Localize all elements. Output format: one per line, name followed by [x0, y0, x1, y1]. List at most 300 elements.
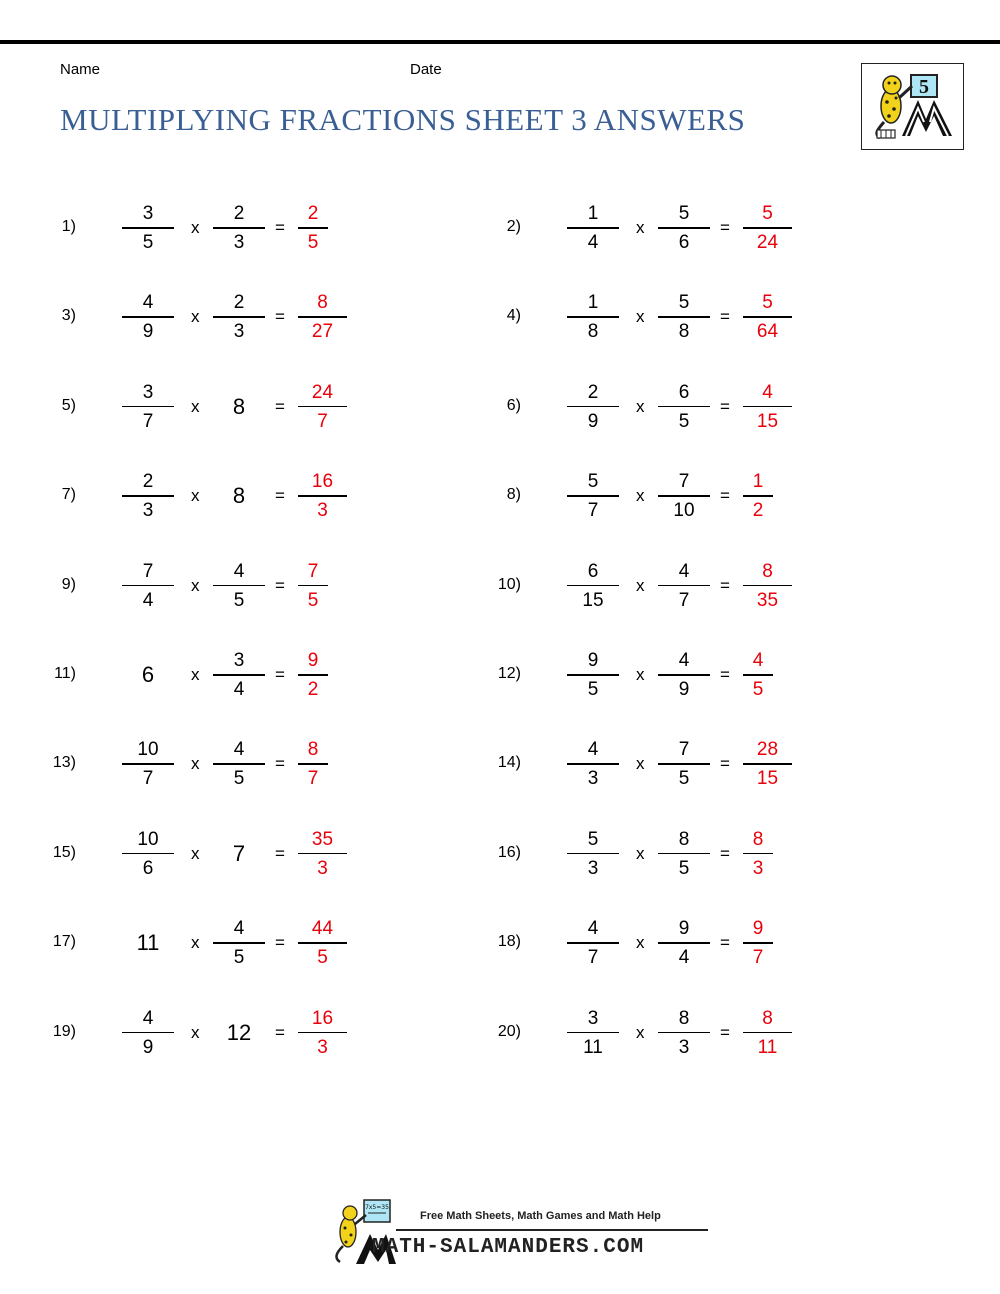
equals-sign: =	[720, 396, 730, 416]
answer-numerator: 9	[752, 918, 764, 940]
fraction	[122, 734, 174, 794]
problem-item	[475, 556, 855, 616]
answer-numerator: 4	[752, 650, 764, 671]
denominator: 9	[678, 679, 690, 700]
problem-number: 19)	[52, 1022, 76, 1040]
footer-rule	[396, 1229, 708, 1231]
denominator: 3	[678, 1036, 690, 1058]
problem-item	[30, 645, 410, 705]
answer-numerator: 8	[752, 828, 764, 850]
fraction	[567, 1003, 619, 1063]
fraction-bar	[213, 763, 265, 765]
answer-numerator: 4	[762, 381, 773, 403]
denominator: 4	[678, 947, 690, 969]
denominator: 8	[587, 321, 599, 343]
numerator: 2	[233, 203, 245, 224]
salamander-logo-icon	[862, 64, 963, 149]
numerator: 3	[142, 381, 154, 403]
answer-fraction	[298, 556, 328, 616]
numerator: 7	[678, 739, 690, 761]
fraction-bar	[122, 495, 174, 497]
logo-number: 5	[919, 76, 929, 98]
answer-denominator: 5	[307, 589, 319, 611]
fraction-bar	[298, 316, 347, 318]
answer-denominator: 7	[307, 768, 319, 790]
answer-fraction	[743, 1003, 792, 1063]
fraction-bar	[743, 316, 792, 318]
equals-sign: =	[720, 933, 730, 953]
answer-numerator: 5	[762, 203, 773, 224]
answer-denominator: 64	[756, 321, 779, 343]
numerator: 5	[678, 203, 690, 224]
denominator: 6	[678, 232, 690, 253]
numerator: 2	[587, 381, 599, 403]
fraction	[122, 198, 174, 258]
fraction-bar	[658, 227, 710, 229]
fraction	[213, 556, 265, 616]
problem-number: 1)	[61, 218, 76, 235]
fraction	[122, 1003, 174, 1063]
fraction-bar	[567, 853, 619, 855]
answer-fraction	[298, 198, 328, 258]
numerator: 2	[142, 471, 154, 493]
answer-fraction	[743, 913, 773, 973]
numerator: 9	[587, 650, 599, 671]
fraction	[567, 556, 619, 616]
times-sign: x	[191, 218, 200, 237]
equals-sign: =	[720, 486, 730, 506]
fraction-bar	[213, 316, 265, 318]
answer-fraction	[743, 466, 773, 526]
equals-sign: =	[275, 843, 285, 863]
equals-sign: =	[275, 933, 285, 953]
answer-numerator: 35	[311, 828, 334, 850]
denominator: 15	[582, 589, 604, 611]
fraction-bar	[122, 406, 174, 408]
answer-denominator: 3	[752, 857, 764, 879]
equals-sign: =	[275, 575, 285, 595]
answer-fraction	[298, 734, 328, 794]
fraction-bar	[567, 1032, 619, 1034]
times-sign: x	[636, 665, 645, 684]
fraction-bar	[298, 406, 347, 408]
numerator: 4	[587, 739, 599, 761]
answer-numerator: 16	[311, 471, 334, 493]
times-sign: x	[636, 1022, 645, 1042]
footer-brand: MATH-SALAMANDERS.COM	[372, 1236, 645, 1259]
denominator: 4	[142, 589, 154, 611]
problem-item	[30, 824, 410, 884]
denominator: 7	[142, 410, 154, 432]
answer-fraction	[743, 287, 792, 347]
numerator: 10	[137, 739, 159, 761]
denominator: 9	[142, 321, 154, 343]
problem-number: 5)	[61, 396, 76, 414]
numerator: 7	[678, 471, 690, 493]
numerator: 5	[678, 292, 690, 314]
numerator: 2	[233, 292, 245, 314]
numerator: 1	[587, 292, 599, 314]
answer-numerator: 2	[307, 203, 319, 224]
answer-fraction	[743, 824, 773, 884]
answer-numerator: 44	[311, 918, 334, 940]
whole-number: 6	[141, 662, 155, 687]
numerator: 3	[587, 1007, 599, 1029]
times-sign: x	[191, 307, 200, 327]
answer-denominator: 27	[311, 321, 334, 343]
problem-number: 3)	[61, 307, 76, 325]
numerator: 4	[587, 918, 599, 940]
problem-number: 10)	[497, 575, 521, 593]
fraction-bar	[743, 853, 773, 855]
answer-numerator: 5	[762, 292, 773, 314]
fraction-bar	[213, 585, 265, 587]
denominator: 5	[678, 410, 690, 432]
fraction	[567, 287, 619, 347]
times-sign: x	[636, 486, 645, 506]
answer-fraction	[298, 913, 347, 973]
times-sign: x	[636, 307, 645, 327]
numerator: 10	[137, 828, 159, 850]
answer-denominator: 7	[752, 947, 764, 969]
problem-number: 7)	[61, 486, 76, 504]
denominator: 9	[142, 1036, 154, 1058]
denominator: 5	[233, 768, 245, 790]
problem-number: 11)	[54, 665, 76, 682]
times-sign: x	[191, 1022, 200, 1042]
numerator: 6	[587, 560, 599, 582]
problem-item	[30, 198, 410, 258]
answer-fraction	[298, 645, 328, 705]
times-sign: x	[191, 486, 200, 506]
denominator: 3	[142, 500, 154, 522]
denominator: 6	[142, 857, 154, 879]
answer-denominator: 5	[752, 679, 764, 700]
answer-numerator: 24	[311, 381, 334, 403]
times-sign: x	[636, 754, 645, 774]
answer-denominator: 3	[317, 857, 328, 879]
fraction-bar	[743, 585, 792, 587]
equals-sign: =	[275, 396, 285, 416]
date-label: Date	[410, 61, 442, 78]
answer-denominator: 15	[756, 410, 779, 432]
numerator: 7	[142, 560, 154, 582]
equals-sign: =	[275, 307, 285, 327]
times-sign: x	[191, 933, 200, 953]
numerator: 4	[233, 918, 245, 940]
denominator: 7	[142, 768, 154, 790]
numerator: 4	[142, 292, 154, 314]
problem-number: 18)	[497, 933, 521, 951]
answer-denominator: 35	[756, 589, 779, 611]
fraction-bar	[567, 763, 619, 765]
answer-denominator: 3	[317, 500, 328, 522]
answer-denominator: 5	[317, 947, 328, 969]
denominator: 5	[233, 589, 245, 611]
denominator: 7	[587, 947, 599, 969]
fraction-bar	[658, 853, 710, 855]
times-sign: x	[191, 754, 200, 774]
fraction-bar	[122, 585, 174, 587]
problem-item	[475, 645, 855, 705]
fraction-bar	[743, 227, 792, 229]
numerator: 3	[142, 203, 154, 224]
problem-item	[30, 556, 410, 616]
denominator: 7	[587, 500, 599, 522]
denominator: 5	[678, 768, 690, 790]
equals-sign: =	[275, 1022, 285, 1042]
times-sign: x	[191, 843, 200, 863]
answer-denominator: 2	[307, 679, 319, 700]
whole-number: 11	[136, 930, 160, 956]
denominator: 4	[233, 679, 245, 700]
problem-item	[475, 824, 855, 884]
numerator: 3	[233, 650, 245, 671]
fraction	[658, 198, 710, 258]
denominator: 8	[678, 321, 690, 343]
fraction-bar	[743, 495, 773, 497]
equals-sign: =	[720, 665, 730, 684]
numerator: 5	[587, 471, 599, 493]
denominator: 3	[587, 768, 599, 790]
fraction-bar	[298, 763, 328, 765]
whole-number: 12	[226, 1019, 252, 1045]
denominator: 3	[587, 857, 599, 879]
problem-item	[30, 913, 410, 973]
answer-fraction	[298, 466, 347, 526]
answer-numerator: 28	[756, 739, 779, 761]
equals-sign: =	[275, 486, 285, 506]
answer-numerator: 9	[307, 650, 319, 671]
fraction-bar	[658, 406, 710, 408]
denominator: 5	[678, 857, 690, 879]
problem-item	[475, 913, 855, 973]
grade-logo	[861, 63, 964, 150]
times-sign: x	[191, 396, 200, 416]
denominator: 9	[587, 410, 599, 432]
problem-number: 13)	[52, 754, 76, 772]
fraction	[658, 913, 710, 973]
numerator: 4	[233, 739, 245, 761]
fraction	[122, 287, 174, 347]
footer-logo-text: 7x5=35	[365, 1204, 389, 1211]
fraction	[122, 824, 174, 884]
answer-denominator: 11	[757, 1036, 778, 1058]
fraction	[213, 198, 265, 258]
fraction-bar	[298, 942, 347, 944]
denominator: 3	[233, 321, 245, 343]
problem-number: 20)	[497, 1022, 521, 1040]
denominator: 7	[678, 589, 690, 611]
problem-item	[475, 1003, 855, 1063]
answer-numerator: 8	[762, 1007, 773, 1029]
problem-number: 14)	[497, 754, 521, 772]
whole-number: 8	[232, 393, 246, 419]
fraction-bar	[658, 495, 710, 497]
answer-denominator: 7	[317, 410, 328, 432]
fraction-bar	[213, 942, 265, 944]
problem-item	[30, 734, 410, 794]
denominator: 5	[233, 947, 245, 969]
numerator: 8	[678, 828, 690, 850]
fraction-bar	[122, 853, 174, 855]
problem-number: 4)	[506, 307, 521, 325]
fraction	[567, 824, 619, 884]
fraction-bar	[122, 316, 174, 318]
fraction	[658, 1003, 710, 1063]
whole-number: 8	[232, 483, 246, 509]
fraction-bar	[567, 227, 619, 229]
times-sign: x	[636, 933, 645, 953]
equals-sign: =	[720, 218, 730, 237]
fraction	[122, 377, 174, 437]
fraction-bar	[567, 942, 619, 944]
equals-sign: =	[720, 1022, 730, 1042]
denominator: 10	[673, 500, 695, 522]
fraction-bar	[298, 585, 328, 587]
problem-number: 2)	[506, 218, 521, 235]
numerator: 4	[233, 560, 245, 582]
answer-fraction	[743, 377, 792, 437]
fraction-bar	[743, 406, 792, 408]
top-rule	[0, 40, 1000, 44]
answer-fraction	[743, 198, 792, 258]
fraction-bar	[658, 1032, 710, 1034]
problem-number: 8)	[506, 486, 521, 504]
denominator: 11	[583, 1036, 603, 1058]
fraction-bar	[122, 763, 174, 765]
numerator: 5	[587, 828, 599, 850]
page-title: MULTIPLYING FRACTIONS SHEET 3 ANSWERS	[60, 102, 746, 137]
numerator: 1	[587, 203, 599, 224]
answer-denominator: 15	[756, 768, 779, 790]
equals-sign: =	[720, 754, 730, 774]
problem-number: 12)	[497, 665, 521, 682]
problem-item	[30, 377, 410, 437]
numerator: 4	[678, 650, 690, 671]
problem-number: 6)	[506, 396, 521, 414]
fraction-bar	[567, 674, 619, 676]
whole-number: 7	[232, 840, 246, 866]
fraction	[567, 913, 619, 973]
times-sign: x	[191, 575, 200, 595]
answer-denominator: 3	[317, 1036, 328, 1058]
fraction	[658, 824, 710, 884]
fraction	[122, 466, 174, 526]
equals-sign: =	[720, 575, 730, 595]
fraction-bar	[298, 674, 328, 676]
fraction-bar	[213, 227, 265, 229]
fraction-bar	[567, 406, 619, 408]
answer-fraction	[743, 556, 792, 616]
equals-sign: =	[275, 754, 285, 774]
answer-denominator: 24	[756, 232, 779, 253]
fraction	[213, 734, 265, 794]
answer-numerator: 7	[307, 560, 319, 582]
fraction-bar	[213, 674, 265, 676]
numerator: 8	[678, 1007, 690, 1029]
fraction-bar	[122, 1032, 174, 1034]
problem-item	[475, 287, 855, 347]
fraction-bar	[743, 763, 792, 765]
times-sign: x	[636, 396, 645, 416]
fraction	[658, 466, 710, 526]
fraction	[658, 556, 710, 616]
equals-sign: =	[275, 665, 285, 684]
answer-fraction	[298, 287, 347, 347]
fraction-bar	[567, 495, 619, 497]
fraction-bar	[658, 763, 710, 765]
fraction	[567, 466, 619, 526]
fraction-bar	[743, 1032, 792, 1034]
answer-numerator: 8	[317, 292, 328, 314]
fraction	[567, 198, 619, 258]
denominator: 5	[587, 679, 599, 700]
denominator: 3	[233, 232, 245, 253]
answer-numerator: 8	[307, 739, 319, 761]
problem-item	[30, 287, 410, 347]
problem-item	[475, 198, 855, 258]
fraction-bar	[298, 227, 328, 229]
answer-fraction	[298, 1003, 347, 1063]
answer-denominator: 5	[307, 232, 319, 253]
fraction	[658, 734, 710, 794]
equals-sign: =	[720, 843, 730, 863]
footer-tagline: Free Math Sheets, Math Games and Math Help	[420, 1210, 661, 1222]
fraction-bar	[567, 585, 619, 587]
equals-sign: =	[720, 307, 730, 327]
fraction-bar	[743, 674, 773, 676]
answer-denominator: 2	[752, 500, 764, 522]
problem-number: 9)	[61, 575, 76, 593]
fraction-bar	[567, 316, 619, 318]
name-label: Name	[60, 61, 101, 78]
fraction	[213, 645, 265, 705]
fraction	[658, 287, 710, 347]
denominator: 4	[587, 232, 599, 253]
fraction-bar	[658, 585, 710, 587]
answer-fraction	[743, 645, 773, 705]
numerator: 4	[678, 560, 690, 582]
answer-fraction	[298, 824, 347, 884]
fraction-bar	[743, 942, 773, 944]
problem-item	[475, 466, 855, 526]
problem-item	[30, 466, 410, 526]
fraction-bar	[658, 942, 710, 944]
fraction-bar	[298, 495, 347, 497]
answer-fraction	[298, 377, 347, 437]
numerator: 9	[678, 918, 690, 940]
times-sign: x	[636, 218, 645, 237]
numerator: 4	[142, 1007, 154, 1029]
fraction-bar	[298, 1032, 347, 1034]
answer-numerator: 16	[311, 1007, 334, 1029]
fraction-bar	[298, 853, 347, 855]
fraction-bar	[658, 316, 710, 318]
fraction	[567, 645, 619, 705]
fraction	[213, 287, 265, 347]
times-sign: x	[191, 665, 200, 684]
times-sign: x	[636, 843, 645, 863]
problem-number: 15)	[52, 843, 76, 861]
fraction	[122, 556, 174, 616]
problem-item	[475, 734, 855, 794]
problem-number: 17)	[52, 933, 76, 951]
fraction	[213, 913, 265, 973]
fraction-bar	[658, 674, 710, 676]
fraction-bar	[122, 227, 174, 229]
problem-number: 16)	[497, 843, 521, 861]
